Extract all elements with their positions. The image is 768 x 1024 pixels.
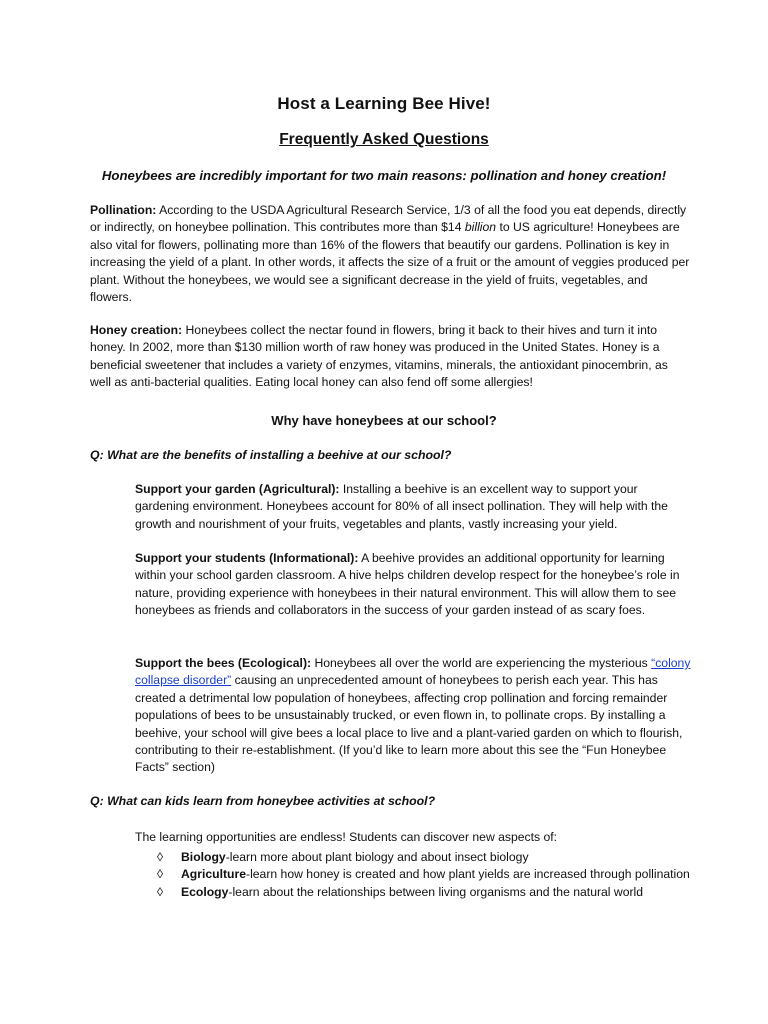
pollination-text-2: to US agriculture! Honeybees are also vital for flowers, pollinating more than 16% of the flowers that beautify our gardens. Pollination is key in increasing the yield of a plant. In other words, it affects the size of a fruit or the amount of veggies produced per plant. Without the honeybees, we would see a significant decrease in the yield of fruits, vegetables, and flowers. <box>90 220 690 305</box>
honey-creation-text: Honeybees collect the nectar found in flowers, bring it back to their hives and turn it into honey. In 2002, more than $130 million worth of raw honey was produced in the United States. Honey is a beneficial sweetener that includes a variety of enzymes, vitamins, minerals, the antioxidant pinocembrin, as well as anti-bacterial qualities. Eating local honey can also fend off some allergies! <box>90 323 668 390</box>
honey-creation-label: Honey creation: <box>90 323 183 337</box>
pollination-emphasis: billion <box>464 220 497 235</box>
bullet-text: -learn how honey is created and how plant yields are increased through pollination <box>246 867 690 882</box>
subtitle-text: Frequently Asked Questions <box>279 131 489 148</box>
bees-text-2: causing an unprecedented amount of honeybees to perish each year. This has created a detrimental low population of honeybees, affecting crop pollination and forcing remainder populations of bees to be unsustainably trucked, or even flown in, to pollinate crops. By installing a beehive, your school will give bees a local place to live and a plant-varied garden on which to flourish, contributing to their re-establishment. (If you’d like to learn more about this see the “Fun Honeybee Facts” section) <box>135 673 683 775</box>
question-learning: Q: What can kids learn from honeybee activities at school? <box>90 794 436 808</box>
why-heading: Why have honeybees at our school? <box>271 413 497 428</box>
diamond-bullet-icon: ◊ <box>157 850 164 864</box>
learning-list <box>157 849 697 901</box>
colony-collapse-link[interactable]: “colony collapse disorder” <box>135 656 691 688</box>
bullet-text: -learn about the relationships between living organisms and the natural world <box>228 884 644 899</box>
page-subtitle <box>0 131 768 149</box>
students-paragraph <box>135 550 695 620</box>
bullet-label: Agriculture <box>181 867 247 882</box>
students-text: A beehive provides an additional opportunity for learning within your school garden classroom. A hive helps children develop respect for the honeybee’s role in nature, providing experience with honeybees in their natural environment. This will allow them to see honeybees as friends and collaborators in the success of your garden instead of as scary foes. <box>135 551 680 618</box>
learning-intro: The learning opportunities are endless! Students can discover new aspects of: <box>135 830 558 844</box>
bees-label: Support the bees (Ecological): <box>135 656 312 670</box>
bees-text-1: Honeybees all over the world are experiencing the mysterious <box>311 656 652 670</box>
list-item <box>157 866 697 883</box>
question-benefits: Q: What are the benefits of installing a beehive at our school? <box>90 448 452 462</box>
garden-label: Support your garden (Agricultural): <box>135 482 340 496</box>
intro-statement: Honeybees are incredibly important for two main reasons: pollination and honey creation! <box>101 168 667 183</box>
bullet-text: -learn more about plant biology and about insect biology <box>225 850 529 864</box>
garden-text: Installing a beehive is an excellent way to support your gardening environment. Honeybees account for 80% of all insect pollination. They will help with the growth and nourishment of your fruits, vegetables and plants, vastly increasing your yield. <box>135 482 668 531</box>
diamond-bullet-icon: ◊ <box>157 867 164 882</box>
pollination-label: Pollination: <box>90 203 157 217</box>
diamond-bullet-icon: ◊ <box>157 884 164 899</box>
bullet-label: Ecology <box>181 884 229 899</box>
bullet-label: Biology <box>181 850 226 864</box>
page-title: Host a Learning Bee Hive! <box>277 94 491 113</box>
garden-paragraph <box>135 481 695 533</box>
pollination-paragraph <box>90 202 690 306</box>
honey-creation-paragraph <box>90 322 690 392</box>
students-label: Support your students (Informational): <box>135 551 359 565</box>
pollination-text-1: According to the USDA Agricultural Research Service, 1/3 of all the food you eat depends, directly or indirectly, on honeybee pollination. This contributes more than $14 <box>90 203 687 235</box>
list-item <box>157 849 697 866</box>
list-item <box>157 884 697 901</box>
bees-paragraph <box>135 655 695 777</box>
